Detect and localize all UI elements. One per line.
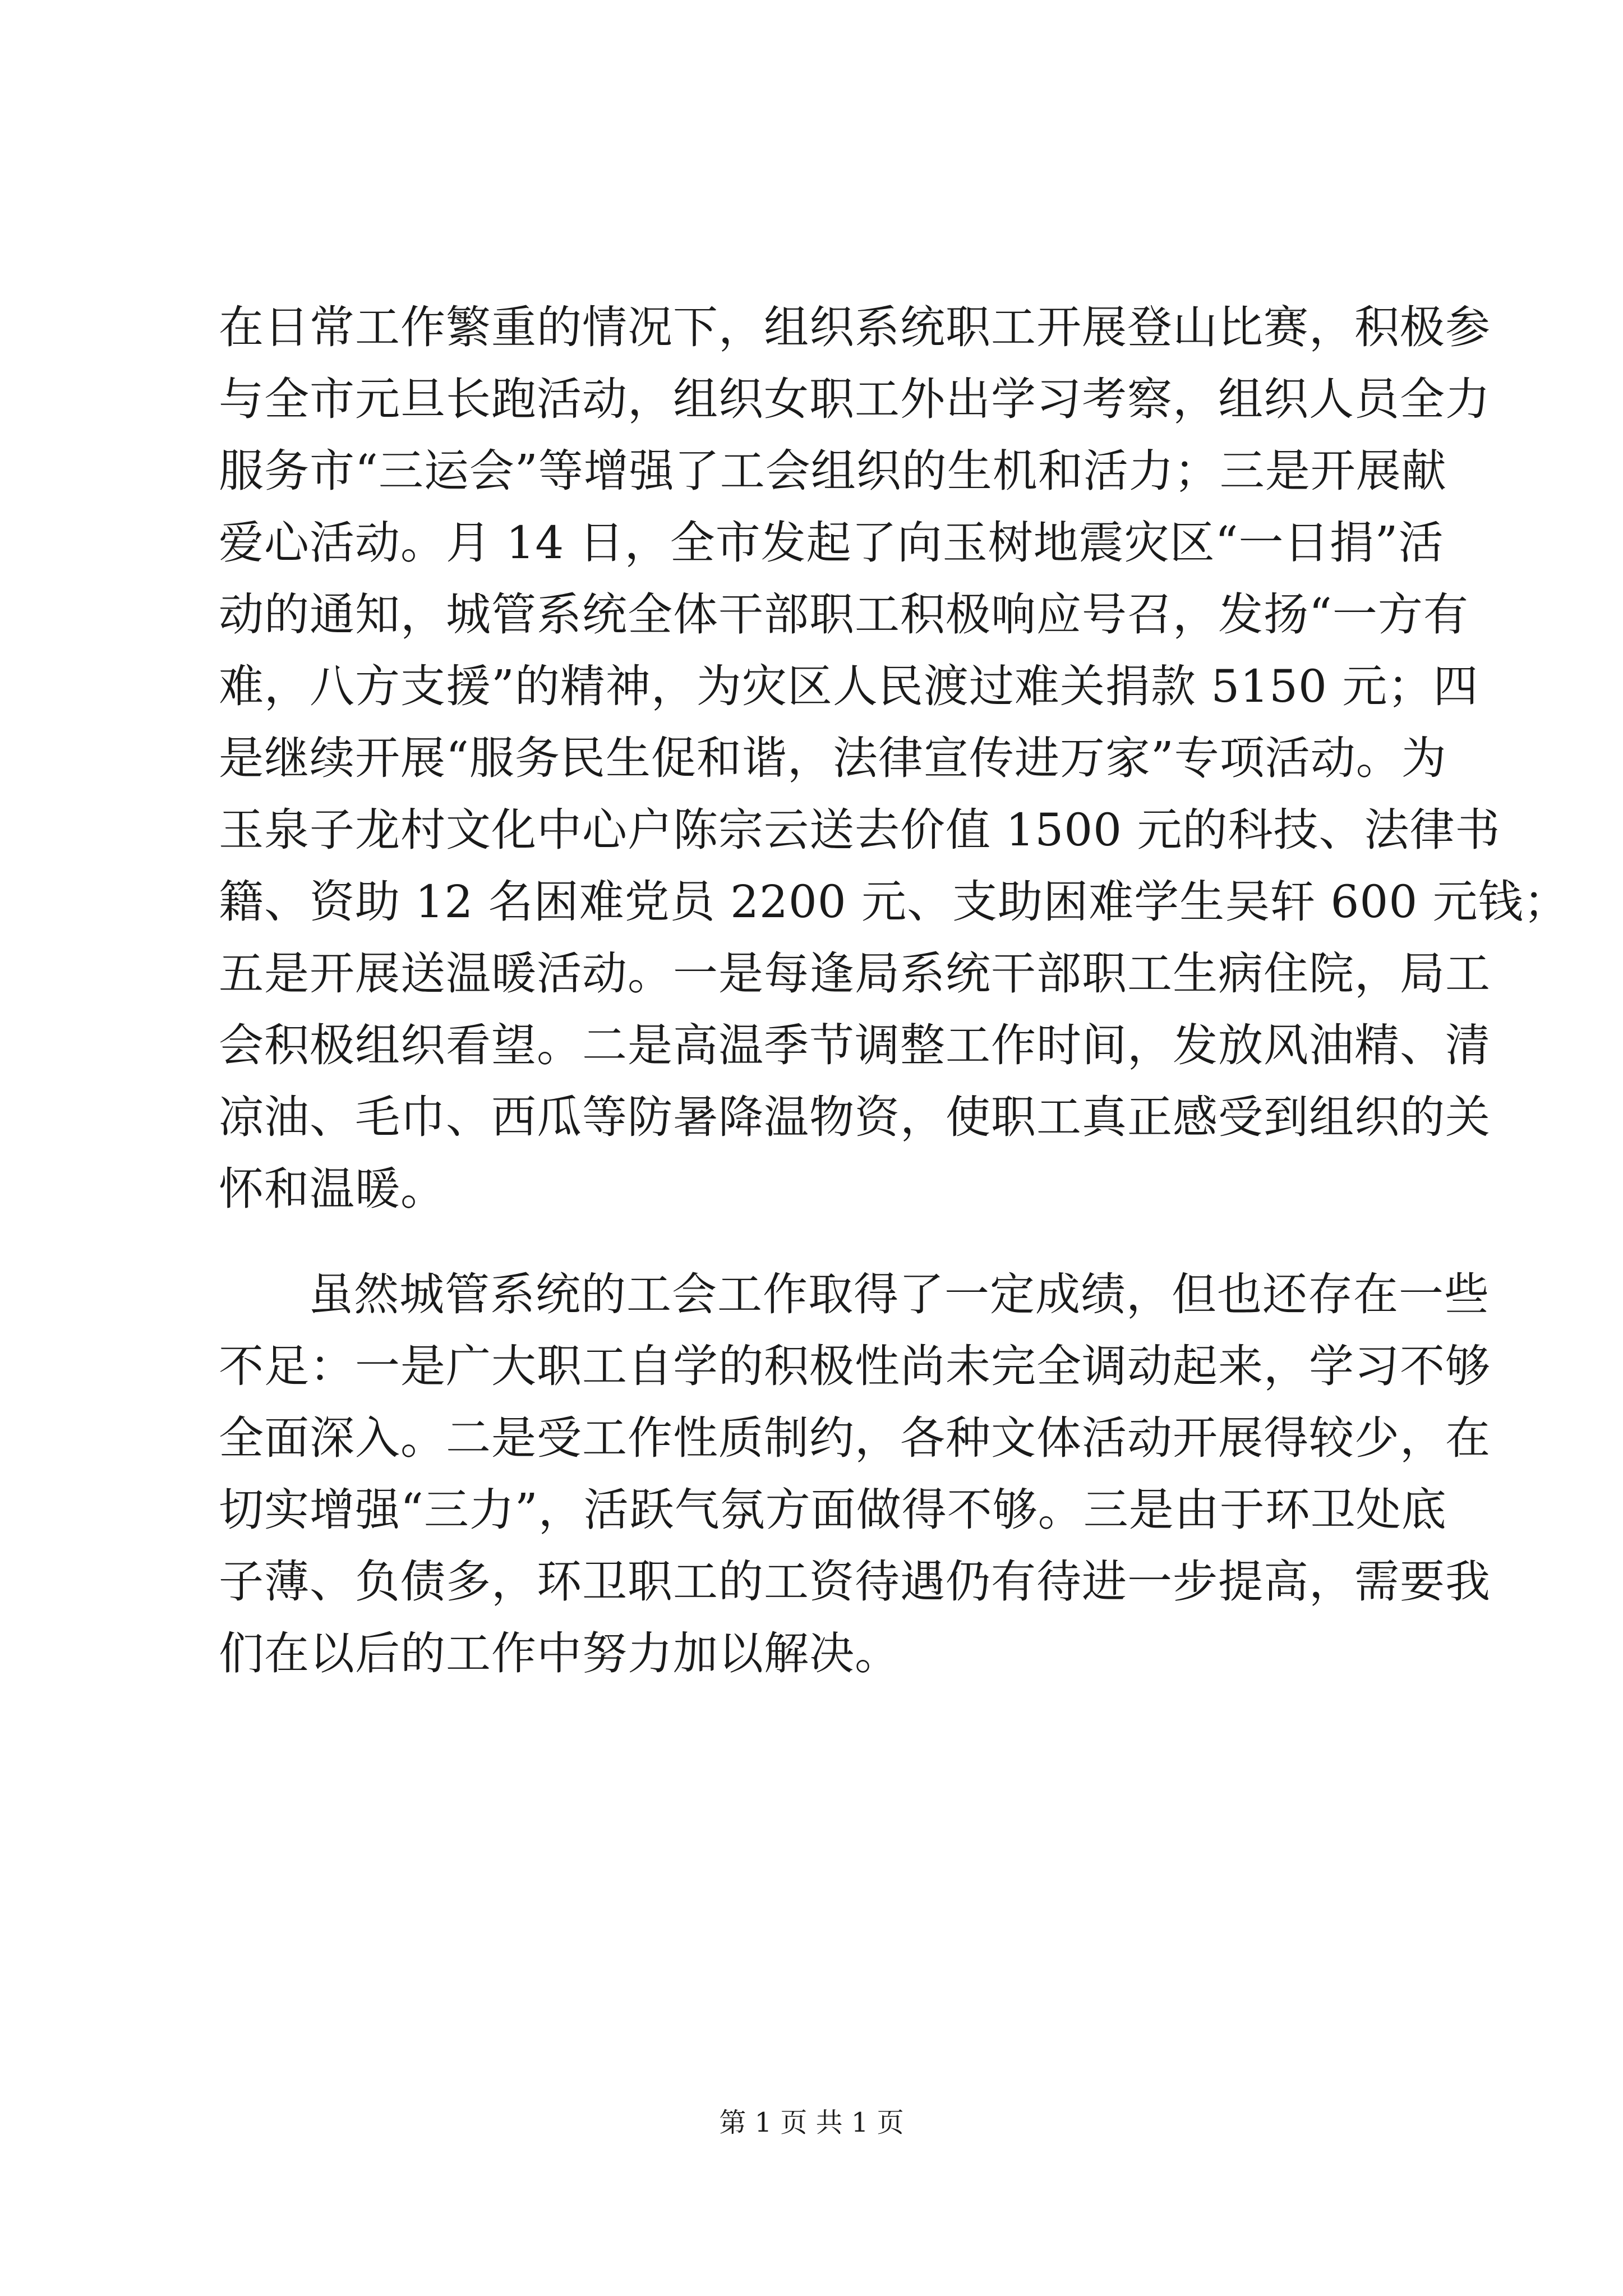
text-line: 五是开展送温暖活动。一是每逢局系统干部职工生病住院，局工 [219,947,1491,1000]
text-line: 不足：一是广大职工自学的积极性尚未完全调动起来，学习不够 [219,1340,1491,1392]
paragraph-2 [219,1259,1491,1690]
page-number-label: 第 1 页 共 1 页 [719,2107,904,2138]
text-line: 籍、资助 12 名困难党员 2200 元、支助困难学生吴轩 600 元钱； [219,876,1569,928]
text-line: 与全市元旦长跑活动，组织女职工外出学习考察，组织人员全力 [219,373,1491,425]
text-line: 会积极组织看望。二是高温季节调整工作时间，发放风油精、清 [219,1019,1491,1071]
text-line: 子薄、负债多，环卫职工的工资待遇仍有待进一步提高，需要我 [219,1556,1491,1608]
text-line: 怀和温暖。 [219,1163,446,1215]
text-line: 是继续开展“服务民生促和谐，法律宣传进万家”专项活动。为 [219,732,1447,784]
document-body [219,292,1569,1690]
page-footer [0,2101,1623,2139]
text-line: 全面深入。二是受工作性质制约，各种文体活动开展得较少，在 [219,1412,1491,1464]
text-line: 凉油、毛巾、西瓜等防暑降温物资，使职工真正感受到组织的关 [219,1091,1491,1143]
text-line: 在日常工作繁重的情况下，组织系统职工开展登山比赛，积极参 [219,301,1491,353]
text-line: 虽然城管系统的工会工作取得了一定成绩，但也还存在一些 [308,1268,1490,1320]
text-line: 动的通知，城管系统全体干部职工积极响应号召，发扬“一方有 [219,588,1469,641]
text-line: 们在以后的工作中努力加以解决。 [219,1627,900,1680]
text-line: 服务市“三运会”等增强了工会组织的生机和活力；三是开展献 [219,445,1447,497]
text-line: 玉泉子龙村文化中心户陈宗云送去价值 1500 元的科技、法律书 [219,804,1501,856]
text-line: 切实增强“三力”，活跃气氛方面做得不够。三是由于环卫处底 [219,1484,1447,1536]
paragraph-1 [219,292,1569,1225]
text-line: 难，八方支援”的精神，为灾区人民渡过难关捐款 5150 元；四 [219,660,1479,712]
text-line: 爱心活动。月 14 日，全市发起了向玉树地震灾区“一日捐”活 [219,517,1444,569]
